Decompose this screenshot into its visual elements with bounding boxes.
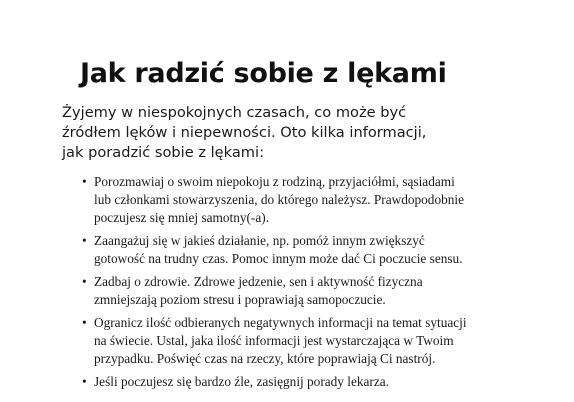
bullet-icon: • [82, 274, 87, 289]
list-item-line: Ogranicz ilość odbieranych negatywnych informacji na temat sytuacji [94, 315, 467, 330]
list-item-line: gotowość na trudny czas. Pomoc innym może dać Ci poczucie sensu. [94, 251, 463, 266]
tips-list [82, 173, 467, 396]
list-item [82, 273, 467, 309]
bullet-icon: • [82, 374, 87, 389]
intro-paragraph [62, 103, 426, 163]
list-item-line: przypadku. Poświęć czas na rzeczy, które poprawiają Ci nastrój. [94, 351, 436, 366]
bullet-icon: • [82, 315, 87, 330]
list-item-line: Zadbaj o zdrowie. Zdrowe jedzenie, sen i aktywność fizyczna [94, 274, 423, 289]
intro-line: źródłem lęków i niepewności. Oto kilka informacji, [62, 124, 427, 141]
list-item-line: na świecie. Ustal, jaka ilość informacji jest wystarczająca w Twoim [94, 333, 454, 348]
list-item-line: poczujesz się mniej samotny(-a). [94, 210, 270, 225]
list-item [82, 314, 467, 368]
intro-line: Żyjemy w niespokojnych czasach, co może być [62, 104, 407, 121]
list-item-line: lub członkami stowarzyszenia, do którego należysz. Prawdopodobnie [94, 192, 464, 207]
page-title: Jak radzić sobie z lękami [80, 58, 447, 89]
list-item [82, 373, 467, 391]
list-item [82, 232, 467, 268]
list-item-line: zmniejszają poziom stresu i poprawiają samopoczucie. [94, 292, 386, 307]
bullet-icon: • [82, 174, 87, 189]
list-item-line: Zaangażuj się w jakieś działanie, np. pomóż innym zwiększyć [94, 233, 425, 248]
list-item-line: Porozmawiaj o swoim niepokoju z rodziną, przyjaciółmi, sąsiadami [94, 174, 455, 189]
list-item [82, 173, 467, 227]
bullet-icon: • [82, 233, 87, 248]
list-item-line: Jeśli poczujesz się bardzo źle, zasięgnij porady lekarza. [94, 374, 389, 389]
intro-line: jak poradzić sobie z lękami: [62, 144, 264, 161]
